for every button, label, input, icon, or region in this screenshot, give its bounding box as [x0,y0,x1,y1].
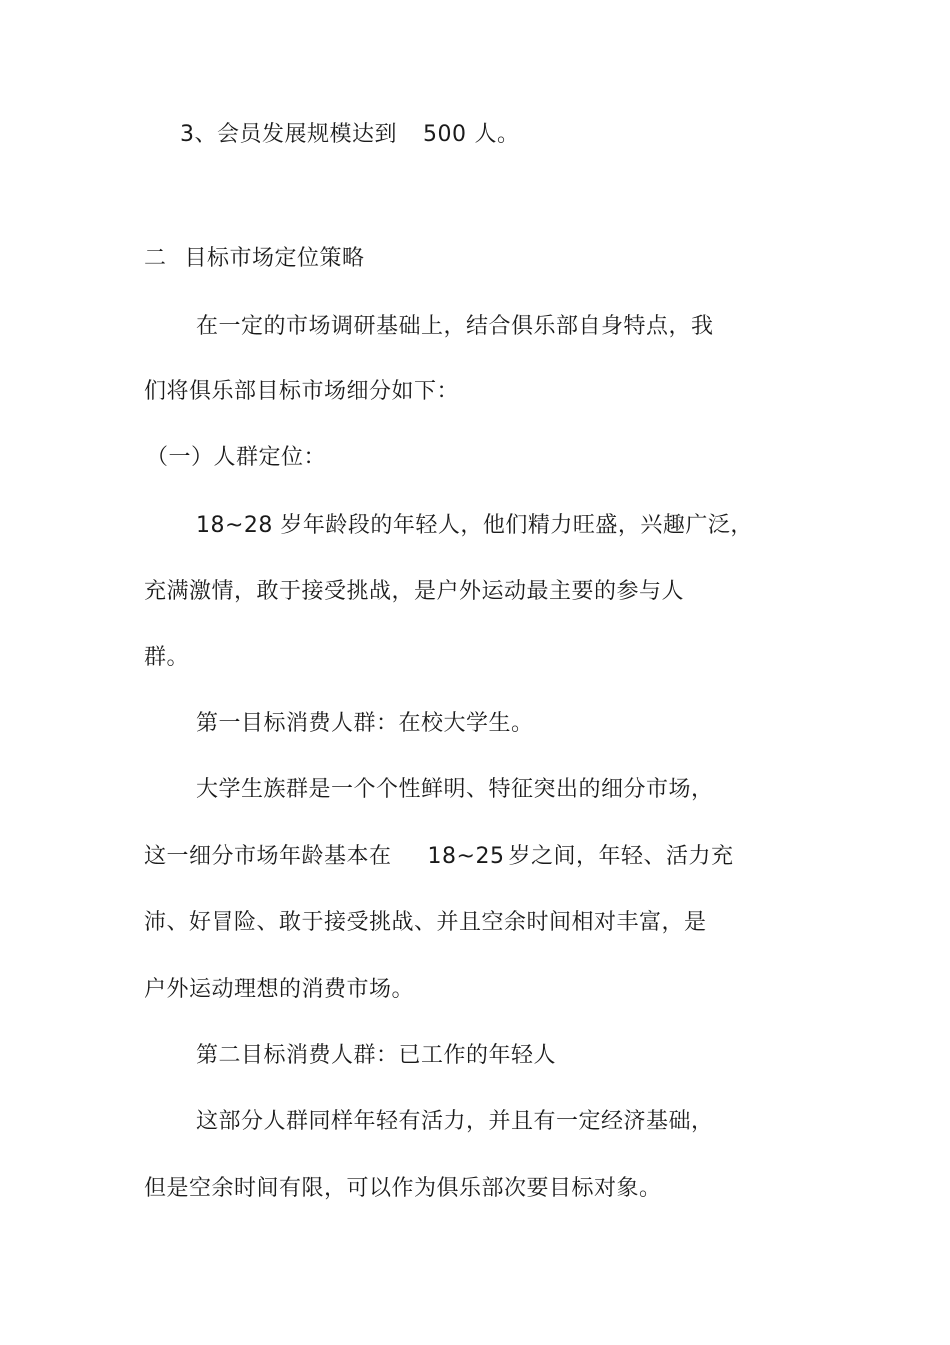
age-para-line-2: 充满激情，敢于接受挑战，是户外运动最主要的参与人 [144,579,685,604]
students-para-line-3: 沛、好冒险、敢于接受挑战、并且空余时间相对丰富，是 [144,910,707,935]
item-3-number: 500 [423,122,467,147]
target-2-heading: 第二目标消费人群：已工作的年轻人 [196,1043,557,1068]
workers-para-line-2: 但是空余时间有限，可以作为俱乐部次要目标对象。 [144,1176,662,1201]
age-para-line-3: 群。 [144,645,190,670]
students-para-line-2-suffix: 岁之间，年轻、活力充 [508,844,734,869]
item-3-suffix: 人。 [474,122,520,147]
section-2-heading [144,244,365,274]
subsection-1-heading: （一）人群定位： [146,445,327,470]
students-para-line-4: 户外运动理想的消费市场。 [144,977,415,1002]
intro-line-2: 们将俱乐部目标市场细分如下： [144,379,460,404]
item-3-member-scale [180,120,520,150]
section-2-number: 二 [144,246,167,271]
students-age-range: 18~25 [427,844,505,869]
age-para-line-1: 18~28 岁年龄段的年轻人，他们精力旺盛，兴趣广泛， [196,513,753,538]
section-2-title: 目标市场定位策略 [184,246,365,271]
students-para-line-1: 大学生族群是一个个性鲜明、特征突出的细分市场， [196,777,714,802]
workers-para-line-1: 这部分人群同样年轻有活力，并且有一定经济基础， [196,1109,714,1134]
item-3-prefix: 3、会员发展规模达到 [180,122,397,147]
students-para-line-2 [144,842,733,872]
students-para-line-2-prefix: 这一细分市场年龄基本在 [144,844,392,869]
intro-line-1: 在一定的市场调研基础上，结合俱乐部自身特点，我 [196,314,714,339]
target-1-heading: 第一目标消费人群：在校大学生。 [196,711,534,736]
